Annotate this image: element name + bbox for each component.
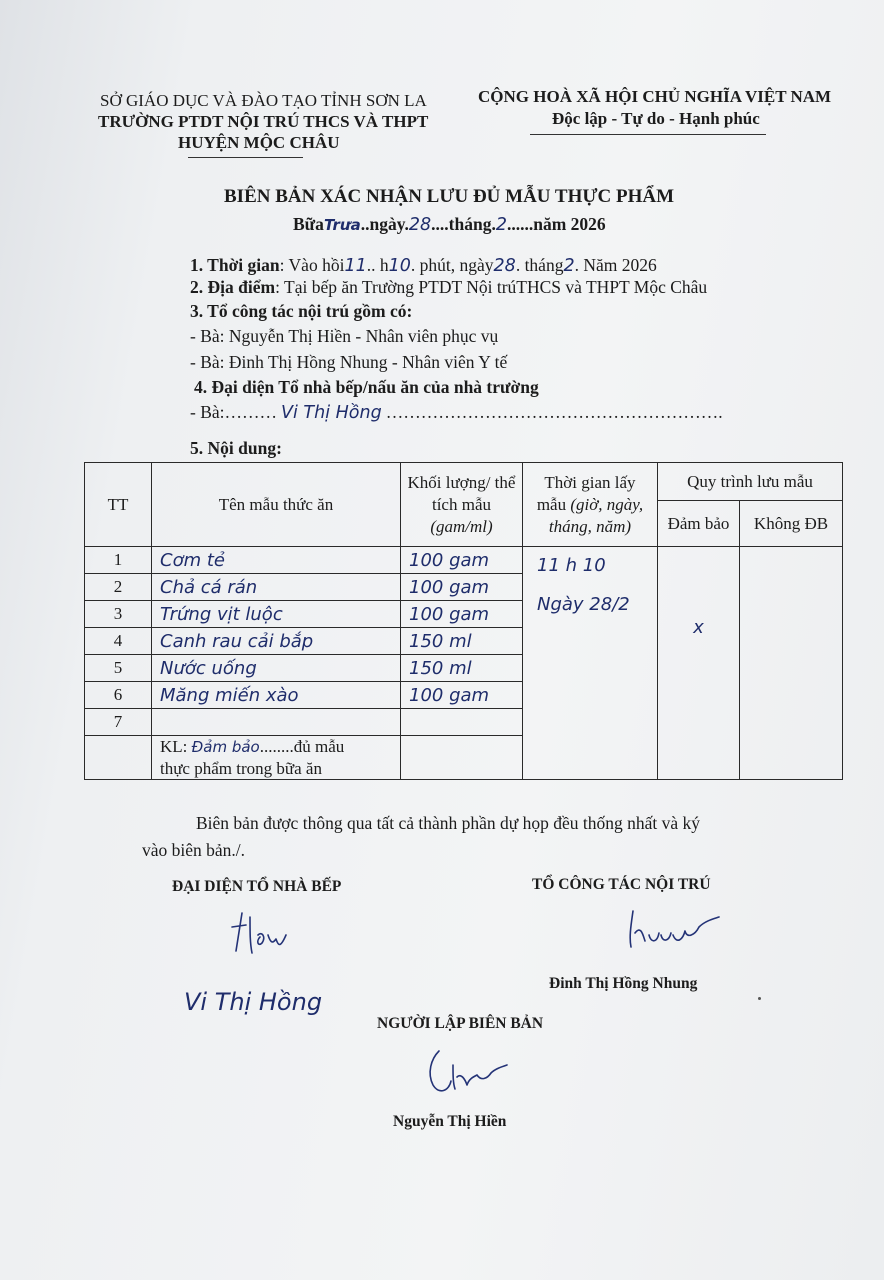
sample-time-value: 11 h 10 — [537, 555, 606, 576]
header-not-ok: Không ĐB — [740, 501, 843, 547]
header-left-underline — [188, 157, 303, 158]
creator-signature — [425, 1045, 515, 1100]
boarding-team-member-name: Đinh Thị Hồng Nhung — [549, 975, 698, 992]
document-subtitle: BữaTrưa..ngày.28....tháng.2......năm 2026 — [293, 214, 606, 235]
sample-time-cell — [523, 547, 658, 780]
conclusion-empty-cell — [85, 736, 152, 780]
food-weight: 100 gam — [401, 574, 523, 601]
kitchen-signature — [228, 905, 298, 960]
section-time: 1. Thời gian: Vào hồi11.. h10. phút, ngày28. tháng2. Năm 2026 — [190, 255, 657, 276]
document-creator-name: Nguyễn Thị Hiền — [393, 1113, 507, 1130]
row-number: 2 — [85, 574, 152, 601]
ok-cell — [658, 547, 740, 780]
food-weight: 150 ml — [401, 628, 523, 655]
document-creator-title: NGƯỜI LẬP BIÊN BẢN — [377, 1015, 544, 1032]
food-name: Cơm tẻ — [152, 547, 401, 574]
kitchen-rep-line: - Bà:……… Vi Thị Hồng …………………………………………………. — [190, 402, 723, 423]
team-member: - Bà: Nguyễn Thị Hiền - Nhân viên phục vụ — [190, 326, 499, 346]
row-number: 1 — [85, 547, 152, 574]
closing-statement-end: vào biên bản./. — [142, 840, 246, 860]
national-title: CỘNG HOÀ XÃ HỘI CHỦ NGHĨA VIỆT NAM — [478, 87, 832, 106]
sample-date-value: Ngày 28/2 — [537, 594, 630, 615]
team-member: - Bà: Đinh Thị Hồng Nhung - Nhân viên Y tế — [190, 352, 508, 372]
food-weight: 100 gam — [401, 547, 523, 574]
food-weight: 100 gam — [401, 682, 523, 709]
ok-mark: x — [693, 617, 704, 638]
row-number: 3 — [85, 601, 152, 628]
table-row — [85, 547, 843, 574]
food-name: Nước uống — [152, 655, 401, 682]
food-sample-table — [84, 462, 843, 780]
conclusion-weight-cell — [401, 736, 523, 780]
kitchen-rep-name-handwritten: Vi Thị Hồng — [184, 988, 323, 1016]
section-location: 2. Địa điểm: Tại bếp ăn Trường PTDT Nội trúTHCS và THPT Mộc Châu — [190, 277, 708, 297]
food-weight — [401, 709, 523, 736]
header-tt: TT — [85, 463, 152, 547]
school-name: TRƯỜNG PTDT NỘI TRÚ THCS VÀ THPT — [98, 112, 429, 131]
agency-name: SỞ GIÁO DỤC VÀ ĐÀO TẠO TỈNH SƠN LA — [100, 91, 427, 110]
header-right-underline — [530, 134, 766, 135]
header-sample-time: Thời gian lấy mẫu (giờ, ngày, tháng, năm) — [523, 463, 658, 547]
row-number: 7 — [85, 709, 152, 736]
not-ok-cell — [740, 547, 843, 780]
conclusion-cell: KL: Đảm bảo........đủ mẫu thực phẩm trong bữa ăn — [152, 736, 401, 780]
district-name: HUYỆN MỘC CHÂU — [178, 133, 340, 152]
food-weight: 150 ml — [401, 655, 523, 682]
row-number: 6 — [85, 682, 152, 709]
section-kitchen-rep: 4. Đại diện Tổ nhà bếp/nấu ăn của nhà trường — [194, 377, 539, 397]
section-team: 3. Tổ công tác nội trú gồm có: — [190, 301, 413, 321]
paper-mark — [758, 997, 761, 1000]
header-weight: Khối lượng/ thể tích mẫu (gam/ml) — [401, 463, 523, 547]
food-weight: 100 gam — [401, 601, 523, 628]
closing-statement: Biên bản được thông qua tất cả thành phần dự họp đều thống nhất và ký — [196, 813, 701, 833]
boarding-team-title: TỔ CÔNG TÁC NỘI TRÚ — [532, 876, 711, 893]
kitchen-rep-title: ĐẠI DIỆN TỔ NHÀ BẾP — [172, 878, 342, 895]
row-number: 4 — [85, 628, 152, 655]
section-content: 5. Nội dung: — [190, 438, 282, 458]
food-name: Măng miến xào — [152, 682, 401, 709]
food-name: Trứng vịt luộc — [152, 601, 401, 628]
row-number: 5 — [85, 655, 152, 682]
national-motto: Độc lập - Tự do - Hạnh phúc — [552, 109, 760, 128]
document-title: BIÊN BẢN XÁC NHẬN LƯU ĐỦ MẪU THỰC PHẨM — [224, 186, 675, 207]
header-ok: Đảm bảo — [658, 501, 740, 547]
food-name: Chả cá rán — [152, 574, 401, 601]
header-food-name: Tên mẫu thức ăn — [152, 463, 401, 547]
food-name: Canh rau cải bắp — [152, 628, 401, 655]
food-name — [152, 709, 401, 736]
header-storage-process: Quy trình lưu mẫu — [658, 463, 843, 501]
boarding-team-signature — [625, 905, 725, 955]
